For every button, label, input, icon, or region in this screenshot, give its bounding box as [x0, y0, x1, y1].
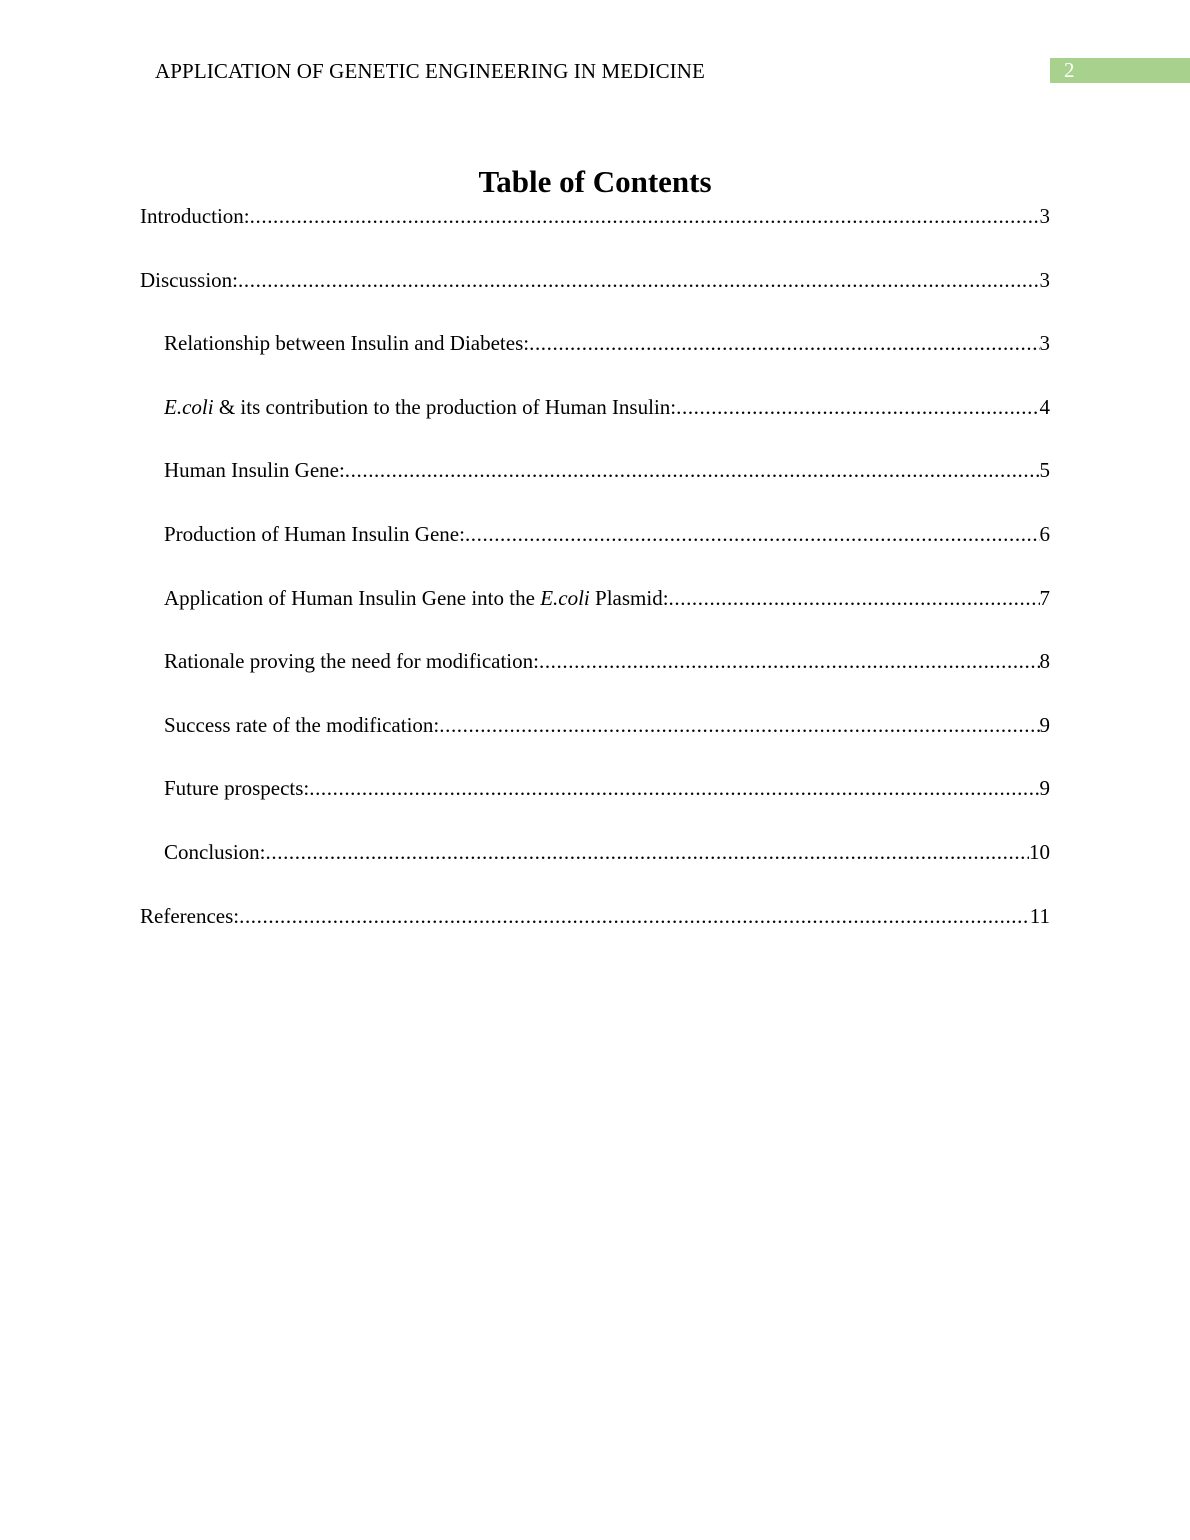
toc-dot-leader [345, 455, 1040, 485]
toc-entry-label [140, 265, 238, 295]
toc-dot-leader [676, 392, 1039, 422]
toc-entry[interactable] [164, 455, 1050, 485]
toc-entry[interactable] [164, 519, 1050, 549]
toc-page-number: 11 [1029, 903, 1050, 928]
toc-entry[interactable] [164, 646, 1050, 676]
toc-entry-label-text: References: [140, 903, 240, 928]
toc-page-number: 9 [1039, 712, 1050, 737]
toc-page-number: 3 [1039, 267, 1050, 292]
toc-page-number: 5 [1039, 458, 1050, 483]
toc-entry-label-text: Plasmid: [589, 585, 669, 610]
toc-entry-label [164, 710, 439, 740]
toc-entry-label-text: Discussion: [140, 267, 239, 292]
toc-entry-label [164, 583, 669, 613]
toc-entry-label-text: Success rate of the modification: [164, 712, 440, 737]
toc-entry-label-text: Application of Human Insulin Gene into the [164, 585, 541, 610]
toc-entry-label [164, 519, 465, 549]
toc-page-number: 6 [1039, 522, 1050, 546]
toc-entry-label [164, 773, 309, 803]
toc-entry[interactable] [140, 265, 1050, 295]
toc-entry-label [164, 646, 539, 676]
toc-entry[interactable] [164, 392, 1050, 422]
running-head: APPLICATION OF GENETIC ENGINEERING IN MEDICINE [155, 59, 705, 83]
toc-entry-label-italic: E.coli [164, 394, 214, 419]
toc-entry-label-text: Rationale proving the need for modification: [164, 649, 539, 674]
toc-entry-label [164, 837, 266, 867]
toc-entry-label-text: Introduction: [140, 204, 250, 228]
toc-dot-leader [238, 265, 1039, 295]
toc-entry-label [140, 201, 250, 231]
toc-page-number: 4 [1039, 394, 1050, 419]
toc-entry-label-italic: E.coli [540, 585, 590, 610]
toc-entry[interactable] [140, 901, 1050, 931]
page-number-tab [1050, 58, 1190, 83]
toc-dot-leader [465, 519, 1040, 549]
toc-entry-label-text: Conclusion: [164, 840, 266, 864]
toc-dot-leader [266, 837, 1029, 867]
toc-entry-label [164, 392, 676, 422]
toc-page-number: 3 [1039, 204, 1050, 228]
toc-entry-label [164, 328, 529, 358]
toc-entry[interactable] [164, 583, 1050, 613]
toc-entry-label [164, 455, 345, 485]
toc-entry-label-text: & its contribution to the production of Human Insulin: [213, 394, 677, 419]
toc-dot-leader [669, 583, 1040, 613]
toc-page-number: 9 [1039, 776, 1050, 801]
toc-dot-leader [239, 901, 1030, 931]
toc-entry[interactable] [164, 710, 1050, 740]
toc-entry[interactable] [164, 328, 1050, 358]
toc-title: Table of Contents [478, 164, 712, 199]
toc-entry-label-text: Future prospects: [164, 776, 310, 801]
toc-entry-label [140, 901, 239, 931]
toc-dot-leader [439, 710, 1039, 740]
toc-entry[interactable] [164, 773, 1050, 803]
toc-page-number: 10 [1029, 840, 1050, 864]
toc-page-number: 3 [1039, 331, 1050, 356]
toc-entry[interactable] [164, 837, 1050, 867]
toc-entry-label-text: Human Insulin Gene: [164, 458, 345, 483]
toc-entry[interactable] [140, 201, 1050, 231]
toc-entry-label-text: Relationship between Insulin and Diabetes: [164, 331, 530, 356]
toc-dot-leader [309, 773, 1039, 803]
toc-dot-leader [529, 328, 1039, 358]
toc-page-number: 8 [1039, 649, 1050, 674]
toc-page-number: 7 [1039, 585, 1050, 610]
page-number: 2 [1064, 58, 1075, 82]
toc-entry-label-text: Production of Human Insulin Gene: [164, 522, 465, 546]
toc-dot-leader [539, 646, 1040, 676]
toc-dot-leader [250, 201, 1040, 231]
